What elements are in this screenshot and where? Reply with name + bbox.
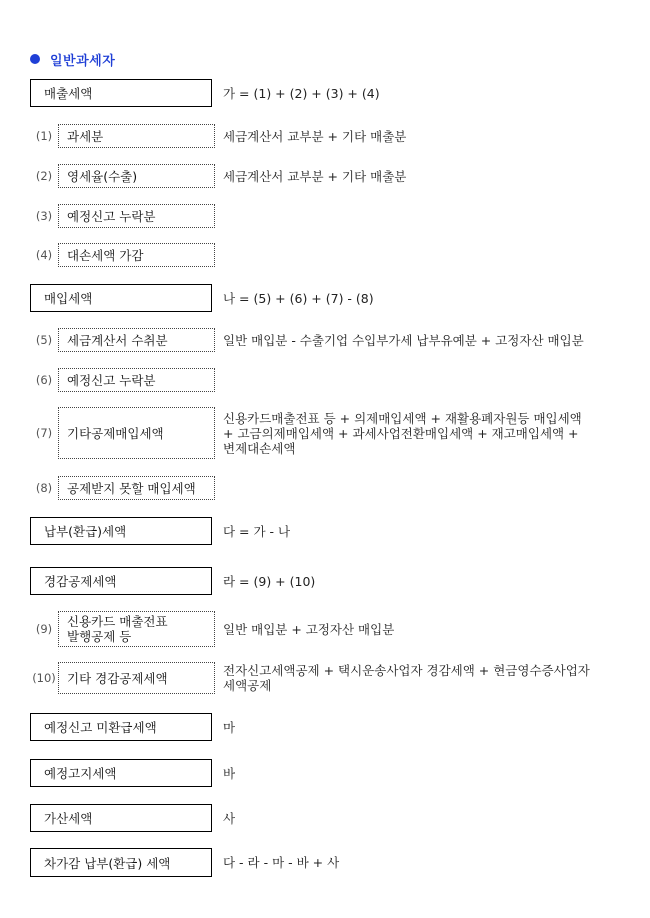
- formula-line: 전자신고세액공제 + 택시운송사업자 경감세액 + 현금영수증사업자: [223, 663, 590, 678]
- item-number: (8): [35, 481, 53, 495]
- sales-tax-box: 매출세액: [30, 79, 212, 107]
- item-number: (2): [35, 169, 53, 183]
- notice-formula: 바: [223, 765, 236, 781]
- item-number: (7): [35, 426, 53, 440]
- sales-tax-formula: 가 = (1) + (2) + (3) + (4): [223, 85, 380, 101]
- item10-box: 기타 경감공제세액: [58, 662, 215, 694]
- item-number: (10): [32, 671, 56, 685]
- item-number: (3): [35, 209, 53, 223]
- item5-box: 세금계산서 수취분: [58, 328, 215, 352]
- final-formula: 다 - 라 - 마 - 바 + 사: [223, 855, 340, 870]
- item7-box: 기타공제매입세액: [58, 407, 215, 459]
- payment-box: 납부(환급)세액: [30, 517, 212, 545]
- item7-formula: [223, 407, 582, 459]
- item-number: (6): [35, 373, 53, 387]
- penalty-box: 가산세액: [30, 804, 212, 832]
- item5-formula: 일반 매입분 - 수출기업 수입부가세 납부유예분 + 고정자산 매입분: [223, 332, 584, 348]
- formula-line: 신용카드매출전표 등 + 의제매입세액 + 재활용폐자원등 매입세액: [223, 410, 582, 426]
- unrefunded-formula: 마: [223, 719, 236, 735]
- section-title: [30, 49, 115, 69]
- item9-box: [58, 611, 215, 647]
- purchase-tax-formula: 나 = (5) + (6) + (7) - (8): [223, 290, 374, 306]
- item1-formula: 세금계산서 교부분 + 기타 매출분: [223, 128, 407, 144]
- payment-formula: 다 = 가 - 나: [223, 523, 291, 539]
- item4-box: 대손세액 가감: [58, 243, 215, 267]
- item6-box: 예정신고 누락분: [58, 368, 215, 392]
- label-line: 신용카드 매출전표: [67, 614, 168, 629]
- item2-box: 영세율(수출): [58, 164, 215, 188]
- item-number: (9): [35, 622, 53, 636]
- item8-box: 공제받지 못할 매입세액: [58, 476, 215, 500]
- reduction-formula: 라 = (9) + (10): [223, 573, 316, 589]
- item-number: (1): [35, 129, 53, 143]
- item-number: (4): [35, 248, 53, 262]
- purchase-tax-box: 매입세액: [30, 284, 212, 312]
- item1-box: 과세분: [58, 124, 215, 148]
- penalty-formula: 사: [223, 810, 236, 826]
- item2-formula: 세금계산서 교부분 + 기타 매출분: [223, 168, 407, 184]
- label-line: 발행공제 등: [67, 629, 132, 644]
- unrefunded-box: 예정신고 미환급세액: [30, 713, 212, 741]
- formula-line: 세액공제: [223, 678, 272, 693]
- item9-formula: 일반 매입분 + 고정자산 매입분: [223, 621, 395, 637]
- bullet-dot-icon: [30, 54, 40, 64]
- notice-box: 예정고지세액: [30, 759, 212, 787]
- item10-formula: [223, 662, 590, 694]
- section-title-text: 일반과세자: [50, 53, 116, 69]
- item3-box: 예정신고 누락분: [58, 204, 215, 228]
- reduction-box: 경감공제세액: [30, 567, 212, 595]
- formula-line: 변제대손세액: [223, 440, 296, 456]
- final-box: 차가감 납부(환급) 세액: [30, 848, 212, 877]
- formula-line: + 고금의제매입세액 + 과세사업전환매입세액 + 재고매입세액 +: [223, 425, 579, 441]
- item-number: (5): [35, 333, 53, 347]
